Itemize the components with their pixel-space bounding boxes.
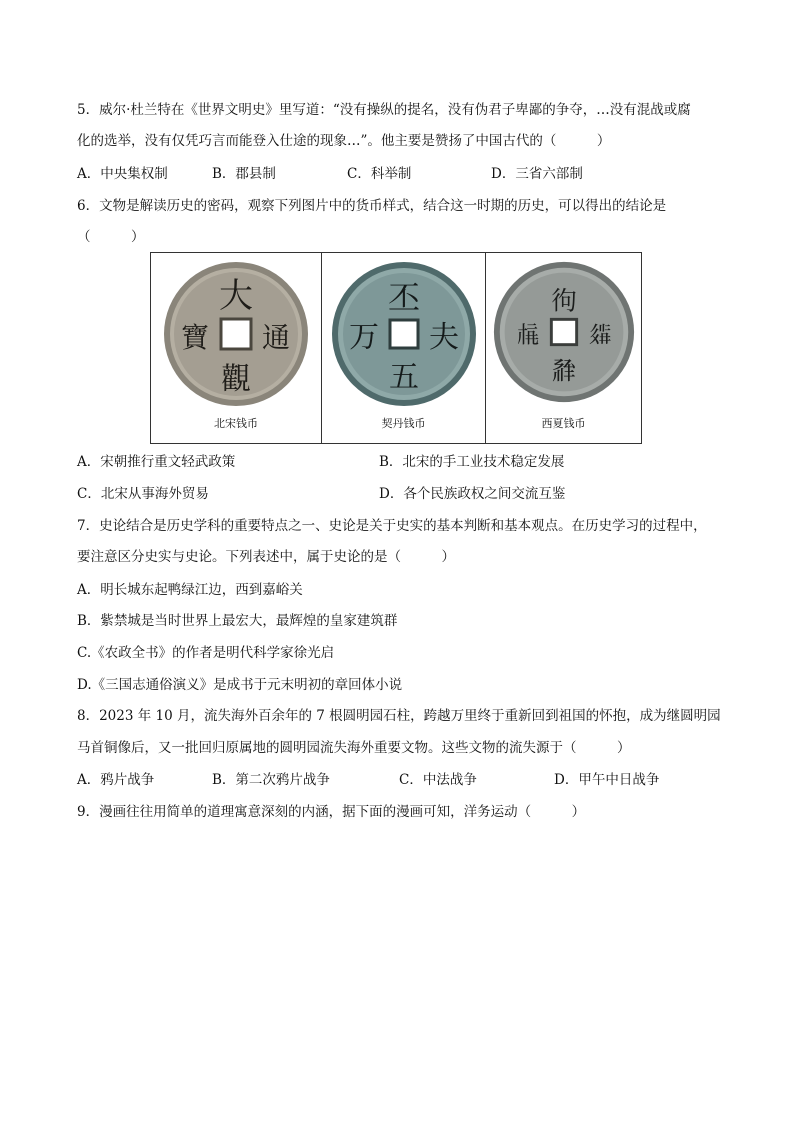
q6-option-a: A．宋朝推行重文轻武政策 (77, 454, 236, 470)
q5-option-d: D．三省六部制 (491, 166, 583, 182)
svg-text:通: 通 (261, 321, 291, 354)
q9-stem-line1: 9．漫画往往用简单的道理寓意深刻的内涵，据下面的漫画可知，洋务运动（ ） (77, 804, 586, 820)
svg-text:寶: 寶 (180, 321, 210, 354)
svg-text:𗴂: 𗴂 (550, 356, 577, 386)
q5-option-a: A．中央集权制 (77, 166, 168, 182)
q6-stem-line1: 6．文物是解读历史的密码，观察下列图片中的货币样式，结合这一时期的历史，可以得出的结论是 (77, 198, 667, 214)
q5-option-b: B．郡县制 (212, 166, 276, 182)
q8-option-d: D．甲午中日战争 (554, 772, 660, 788)
northern-song-coin-image (161, 259, 311, 409)
q6-option-d: D．各个民族政权之间交流互鉴 (379, 486, 566, 502)
coin-image-table (150, 252, 642, 444)
western-xia-coin-image (491, 259, 637, 405)
svg-text:万: 万 (348, 320, 379, 355)
q8-stem-line1: 8．2023 年 10 月，流失海外百余年的 7 根圆明园石柱，跨越万里终于重新回到祖国的怀抱，成为继圆明园 (77, 708, 721, 724)
q7-option-a: A．明长城东起鸭绿江边，西到嘉峪关 (77, 582, 303, 598)
caption-khitan: 契丹钱币 (381, 417, 426, 430)
svg-text:五: 五 (388, 360, 419, 395)
q7-option-b: B．紫禁城是当时世界上最宏大，最辉煌的皇家建筑群 (77, 613, 398, 629)
q8-option-a: A．鸦片战争 (77, 772, 155, 788)
caption-western-xia: 西夏钱币 (541, 417, 586, 430)
q6-option-b: B．北宋的手工业技术稳定发展 (379, 454, 565, 470)
svg-text:㣘: 㣘 (550, 286, 577, 316)
khitan-coin-image (329, 259, 479, 409)
svg-text:大: 大 (219, 276, 253, 316)
q8-option-c: C．中法战争 (399, 772, 477, 788)
svg-text:丕: 丕 (387, 279, 420, 317)
svg-text:𗍫: 𗍫 (515, 320, 540, 349)
q7-stem-line1: 7．史论结合是历史学科的重要特点之一、史论是关于史实的基本判断和基本观点。在历史学习的过程中， (77, 518, 707, 534)
q7-option-d: D.《三国志通俗演义》是成书于元末明初的章回体小说 (77, 677, 403, 693)
coin-cell-northern-song (151, 253, 321, 443)
coin-cell-western-xia (485, 253, 641, 443)
q8-option-b: B．第二次鸦片战争 (212, 772, 330, 788)
q7-stem-line2: 要注意区分史实与史论。下列表述中，属于史论的是（ ） (77, 549, 455, 565)
q6-option-c: C．北宋从事海外贸易 (77, 486, 209, 502)
svg-text:觀: 觀 (221, 362, 251, 397)
q6-stem-line2: （ ） (77, 229, 145, 245)
caption-northern-song: 北宋钱币 (214, 417, 258, 430)
q7-option-c: C.《农政全书》的作者是明代科学家徐光启 (77, 645, 335, 661)
q5-stem-line1: 5．威尔·杜兰特在《世界文明史》里写道：“没有操纵的提名，没有伪君子卑鄙的争夺，…没有混战或腐 (77, 102, 691, 118)
q5-option-c: C．科举制 (347, 166, 412, 182)
coin-cell-khitan (321, 253, 485, 443)
svg-text:夫: 夫 (428, 320, 459, 355)
svg-text:𗦧: 𗦧 (587, 320, 612, 349)
q5-stem-line2: 化的选举，没有仅凭巧言而能登入仕途的现象…”。他主要是赞扬了中国古代的（ ） (77, 133, 611, 149)
q8-stem-line2: 马首铜像后，又一批回归原属地的圆明园流失海外重要文物。这些文物的流失源于（ ） (77, 740, 631, 756)
